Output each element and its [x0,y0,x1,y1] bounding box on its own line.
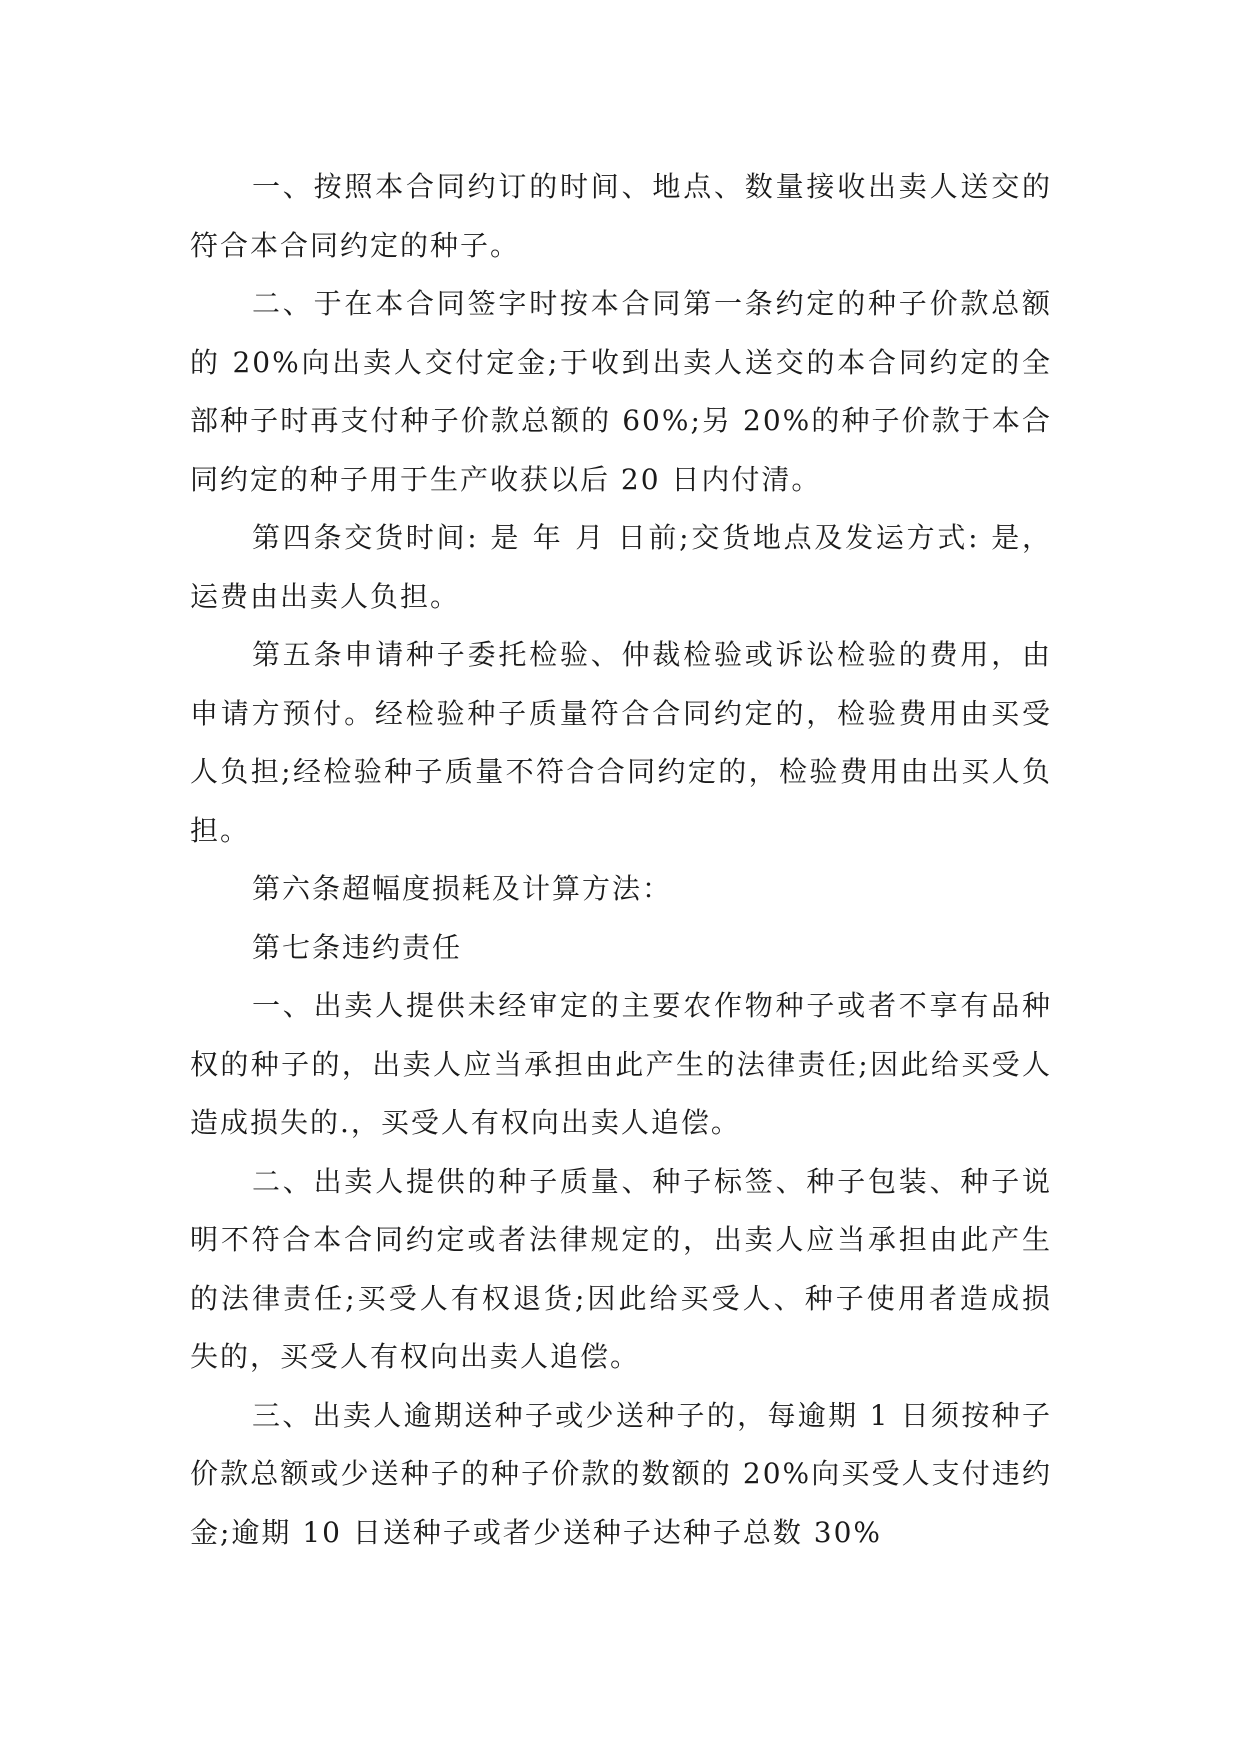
paragraph-buyer-obligation-1: 一、按照本合同约订的时间、地点、数量接收出卖人送交的符合本合同约定的种子。 [190,170,1052,262]
paragraph-article-7-title: 第七条违约责任 [252,930,463,964]
document-body [190,158,1052,1562]
paragraph-article-5-inspection: 第五条申请种子委托检验、仲裁检验或诉讼检验的费用，由申请方预付。经检验种子质量符合合同约定的，检验费用由买受人负担;经检验种子质量不符合合同约定的，检验费用由出买人负担。 [190,638,1052,847]
paragraph-buyer-obligation-2: 二、于在本合同签字时按本合同第一条约定的种子价款总额的 20%向出卖人交付定金;于收到出卖人送交的本合同约定的全部种子时再支付种子价款总额的 60%;另 20%的种子价款于本合同约定的种子用于生产收获以后 20 日内付清。 [190,287,1052,496]
paragraph-article-6-loss: 第六条超幅度损耗及计算方法： [252,872,673,905]
paragraph-liability-2: 二、出卖人提供的种子质量、种子标签、种子包装、种子说明不符合本合同约定或者法律规定的，出卖人应当承担由此产生的法律责任;买受人有权退货;因此给买受人、种子使用者造成损失的，买受人有权向出卖人追偿。 [190,1164,1052,1373]
paragraph-article-4-delivery: 第四条交货时间: 是 年 月 日前;交货地点及发运方式: 是，运费由出卖人负担。 [190,521,1052,613]
paragraph-liability-1: 一、出卖人提供未经审定的主要农作物种子或者不享有品种权的种子的，出卖人应当承担由此产生的法律责任;因此给买受人造成损失的.，买受人有权向出卖人追偿。 [190,989,1052,1139]
paragraph-liability-3: 三、出卖人逾期送种子或少送种子的，每逾期 1 日须按种子价款总额或少送种子的种子价款的数额的 20%向买受人支付违约金;逾期 10 日送种子或者少送种子达种子总数 30% [190,1398,1052,1549]
